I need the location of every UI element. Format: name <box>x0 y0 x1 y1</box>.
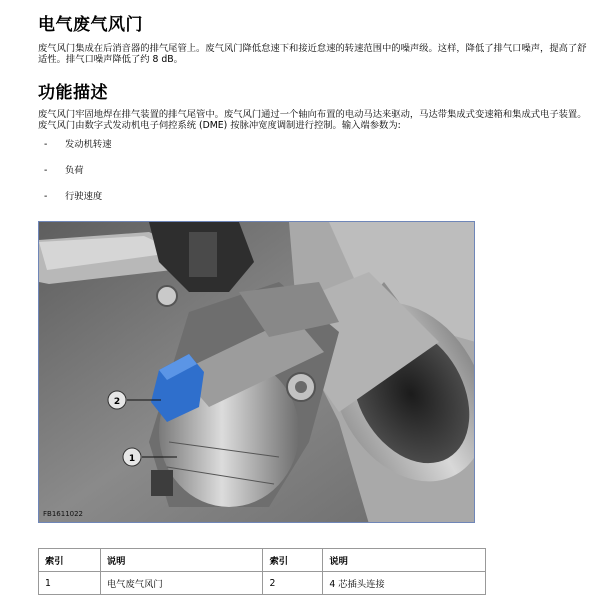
table-cell: 4 芯插头连接 <box>323 572 486 595</box>
table-cell: 2 <box>263 572 323 595</box>
table-header-row <box>39 549 486 572</box>
exhaust-flap-illustration <box>39 222 475 523</box>
page-title: 电气废气风门 <box>38 15 143 35</box>
description-paragraph: 废气风门牢固地焊在排气装置的排气尾管中。废气风门通过一个轴向布置的电动马达来驱动，马达带集成式变速箱和集成式电子装置。废气风门由数字式发动机电子伺控系统 (DME) 按脉冲宽度调制进行控制。输入端参数为: <box>38 109 587 131</box>
section-heading: 功能描述 <box>38 83 108 103</box>
column-header-description: 说明 <box>100 549 263 572</box>
bullet-dash: - <box>44 165 48 176</box>
list-item-text: 负荷 <box>65 165 84 176</box>
table-cell: 电气废气风门 <box>100 572 263 595</box>
column-header-index: 索引 <box>263 549 323 572</box>
exhaust-flap-photo <box>38 221 475 523</box>
intro-paragraph: 废气风门集成在后消音器的排气尾管上。废气风门降低怠速下和接近怠速的转速范围中的噪声级。这样，降低了排气口噪声，提高了舒适性。排气口噪声降低了约 8 dB。 <box>38 43 587 65</box>
figure-code: FB1611022 <box>43 510 84 518</box>
column-header-description: 说明 <box>323 549 486 572</box>
list-item-text: 行驶速度 <box>65 191 103 202</box>
bullet-dash: - <box>44 191 48 202</box>
callout-1: 1 <box>128 454 136 464</box>
table-cell: 1 <box>39 572 101 595</box>
bullet-dash: - <box>44 139 48 150</box>
table-row <box>39 572 486 595</box>
callout-2: 2 <box>113 397 121 407</box>
list-item-text: 发动机转速 <box>65 139 112 150</box>
column-header-index: 索引 <box>39 549 101 572</box>
parts-legend-table <box>38 548 486 595</box>
